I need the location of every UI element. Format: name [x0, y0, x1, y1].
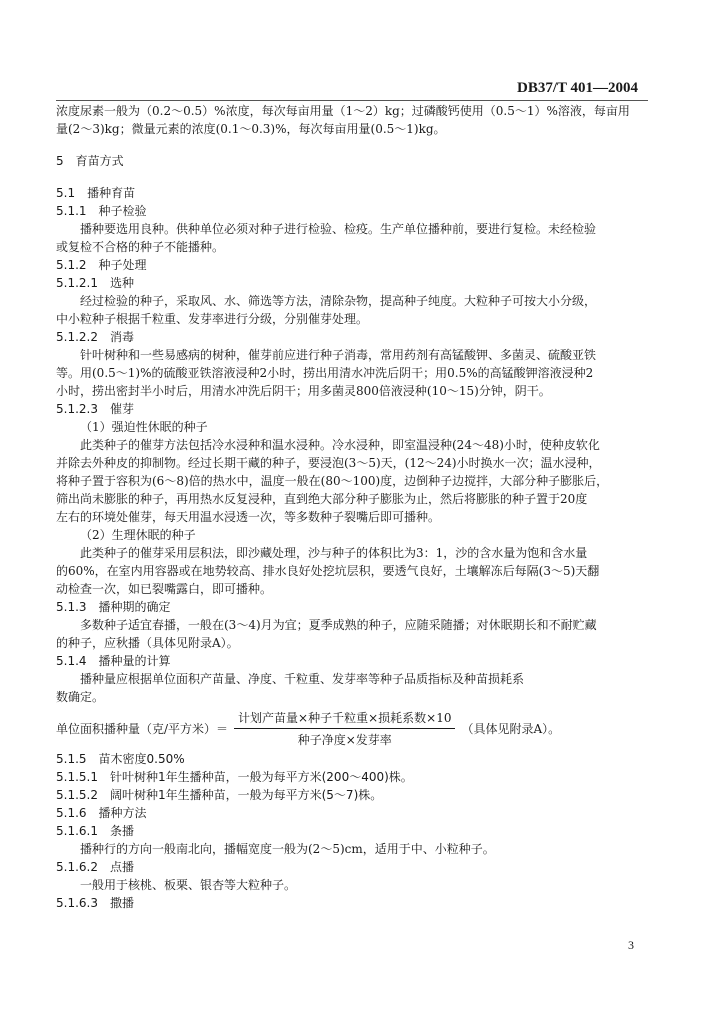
- paragraph-line: （1）强迫性休眠的种子: [80, 420, 208, 434]
- section-heading: 5.1.2 种子处理: [56, 258, 147, 272]
- paragraph-line: 等。用(0.5～1)%的硫酸亚铁溶液浸种2小时，捞出用清水冲洗后阴干；用0.5%的高锰酸钾溶液浸种2: [56, 366, 594, 380]
- section-heading: 5.1.2.2 消毒: [56, 330, 134, 344]
- paragraph-line: 经过检验的种子，采取风、水、筛选等方法，清除杂物，提高种子纯度。大粒种子可按大小分级，: [80, 294, 597, 308]
- section-heading: 5.1.5.1 针叶树种1年生播种苗，一般为每平方米(200～400)株。: [56, 770, 413, 784]
- paragraph-line: 左右的环境处催芽，每天用温水浸透一次，等多数种子裂嘴后即可播种。: [56, 510, 441, 524]
- seeding-rate-formula: [56, 706, 648, 750]
- spacer: [56, 138, 648, 152]
- paragraph-line: 中小粒种子根据千粒重、发芽率进行分级，分别催芽处理。: [56, 312, 369, 326]
- spacer: [56, 170, 648, 184]
- paragraph-line: 小时，捞出密封半小时后，用清水冲洗后阴干；用多菌灵800倍液浸种(10～15)分钟，阴干。: [56, 384, 551, 398]
- paragraph-line: 此类种子的催芽方法包括冷水浸种和温水浸种。冷水浸种，即室温浸种(24～48)小时，使种皮软化: [80, 438, 600, 452]
- paragraph-line: 将种子置于容积为(6～8)倍的热水中，温度一般在(80～100)度，边倒种子边搅拌，大部分种子膨胀后，: [56, 474, 609, 488]
- section-heading: 5.1.3 播种期的确定: [56, 600, 171, 614]
- formula-numerator: 计划产苗量×种子千粒重×损耗系数×10: [238, 710, 452, 725]
- section-heading: 5.1.6.2 点播: [56, 860, 134, 874]
- paragraph-line: 播种量应根据单位面积产苗量、净度、千粒重、发芽率等种子品质指标及种苗损耗系: [80, 672, 525, 686]
- paragraph-line: 并除去外种皮的抑制物。经过长期干藏的种子，要浸泡(3～5)天，(12～24)小时换水一次；温水浸种，: [56, 456, 601, 470]
- section-heading: 5.1.5.2 阔叶树种1年生播种苗，一般为每平方米(5～7)株。: [56, 788, 383, 802]
- text-block-upper: [56, 102, 648, 706]
- formula-lhs: 单位面积播种量（克/平方米）＝: [56, 721, 229, 736]
- text-block-lower: [56, 750, 648, 912]
- document-body: [56, 102, 648, 912]
- section-heading: 5.1.6.3 撒播: [56, 896, 134, 910]
- formula-fraction: [234, 709, 455, 748]
- document-code: DB37/T 401—2004: [517, 80, 638, 96]
- paragraph-line: 一般用于核桃、板栗、银杏等大粒种子。: [80, 878, 297, 892]
- section-heading: 5.1.2.1 选种: [56, 276, 134, 290]
- section-heading: 5.1.5 苗木密度0.50%: [56, 752, 185, 766]
- section-heading: 5.1.4 播种量的计算: [56, 654, 171, 668]
- paragraph-line: 动检查一次，如已裂嘴露白，即可播种。: [56, 582, 273, 596]
- paragraph-line: 筛出尚未膨胀的种子，再用热水反复浸种，直到绝大部分种子膨胀为止，然后将膨胀的种子置于20度: [56, 492, 588, 506]
- section-heading: 5.1.2.3 催芽: [56, 402, 134, 416]
- formula-denominator: 种子净度×发芽率: [297, 732, 392, 747]
- section-heading: 5.1.6 播种方法: [56, 806, 147, 820]
- paragraph-line: 或复检不合格的种子不能播种。: [56, 240, 225, 254]
- paragraph-line: 播种行的方向一般南北向，播幅宽度一般为(2～5)cm，适用于中、小粒种子。: [80, 842, 495, 856]
- section-heading: 5.1.6.1 条播: [56, 824, 134, 838]
- paragraph-line: 量(2～3)kg；微量元素的浓度(0.1～0.3)%，每次每亩用量(0.5～1)kg。: [56, 122, 446, 136]
- page-number: 3: [628, 938, 634, 952]
- paragraph-line: 播种要选用良种。供种单位必须对种子进行检验、检疫。生产单位播种前，要进行复检。未经检验: [80, 222, 597, 236]
- paragraph-line: 浓度尿素一般为（0.2～0.5）%浓度，每次每亩用量（1～2）kg；过磷酸钙使用（0.5～1）%溶液，每亩用: [56, 104, 630, 118]
- formula-note: （具体见附录A）。: [461, 721, 561, 736]
- paragraph-line: 的60%，在室内用容器或在地势较高、排水良好处挖坑层积，要透气良好，土壤解冻后每隔(3～5)天翻: [56, 564, 600, 578]
- section-heading: 5 育苗方式: [56, 154, 124, 168]
- paragraph-line: 此类种子的催芽采用层积法，即沙藏处理，沙与种子的体积比为3：1，沙的含水量为饱和含水量: [80, 546, 588, 560]
- paragraph-line: （2）生理休眠的种子: [80, 528, 196, 542]
- paragraph-line: 多数种子适宜春播，一般在(3～4)月为宜；夏季成熟的种子，应随采随播；对休眠期长和不耐贮藏: [80, 618, 597, 632]
- paragraph-line: 针叶树种和一些易感病的树种，催芽前应进行种子消毒，常用药剂有高锰酸钾、多菌灵、硫酸亚铁: [80, 348, 597, 362]
- section-heading: 5.1 播种育苗: [56, 186, 136, 200]
- section-heading: 5.1.1 种子检验: [56, 204, 147, 218]
- paragraph-line: 数确定。: [56, 690, 105, 704]
- header-rule: [56, 100, 648, 101]
- paragraph-line: 的种子，应秋播（具体见附录A）。: [56, 636, 239, 650]
